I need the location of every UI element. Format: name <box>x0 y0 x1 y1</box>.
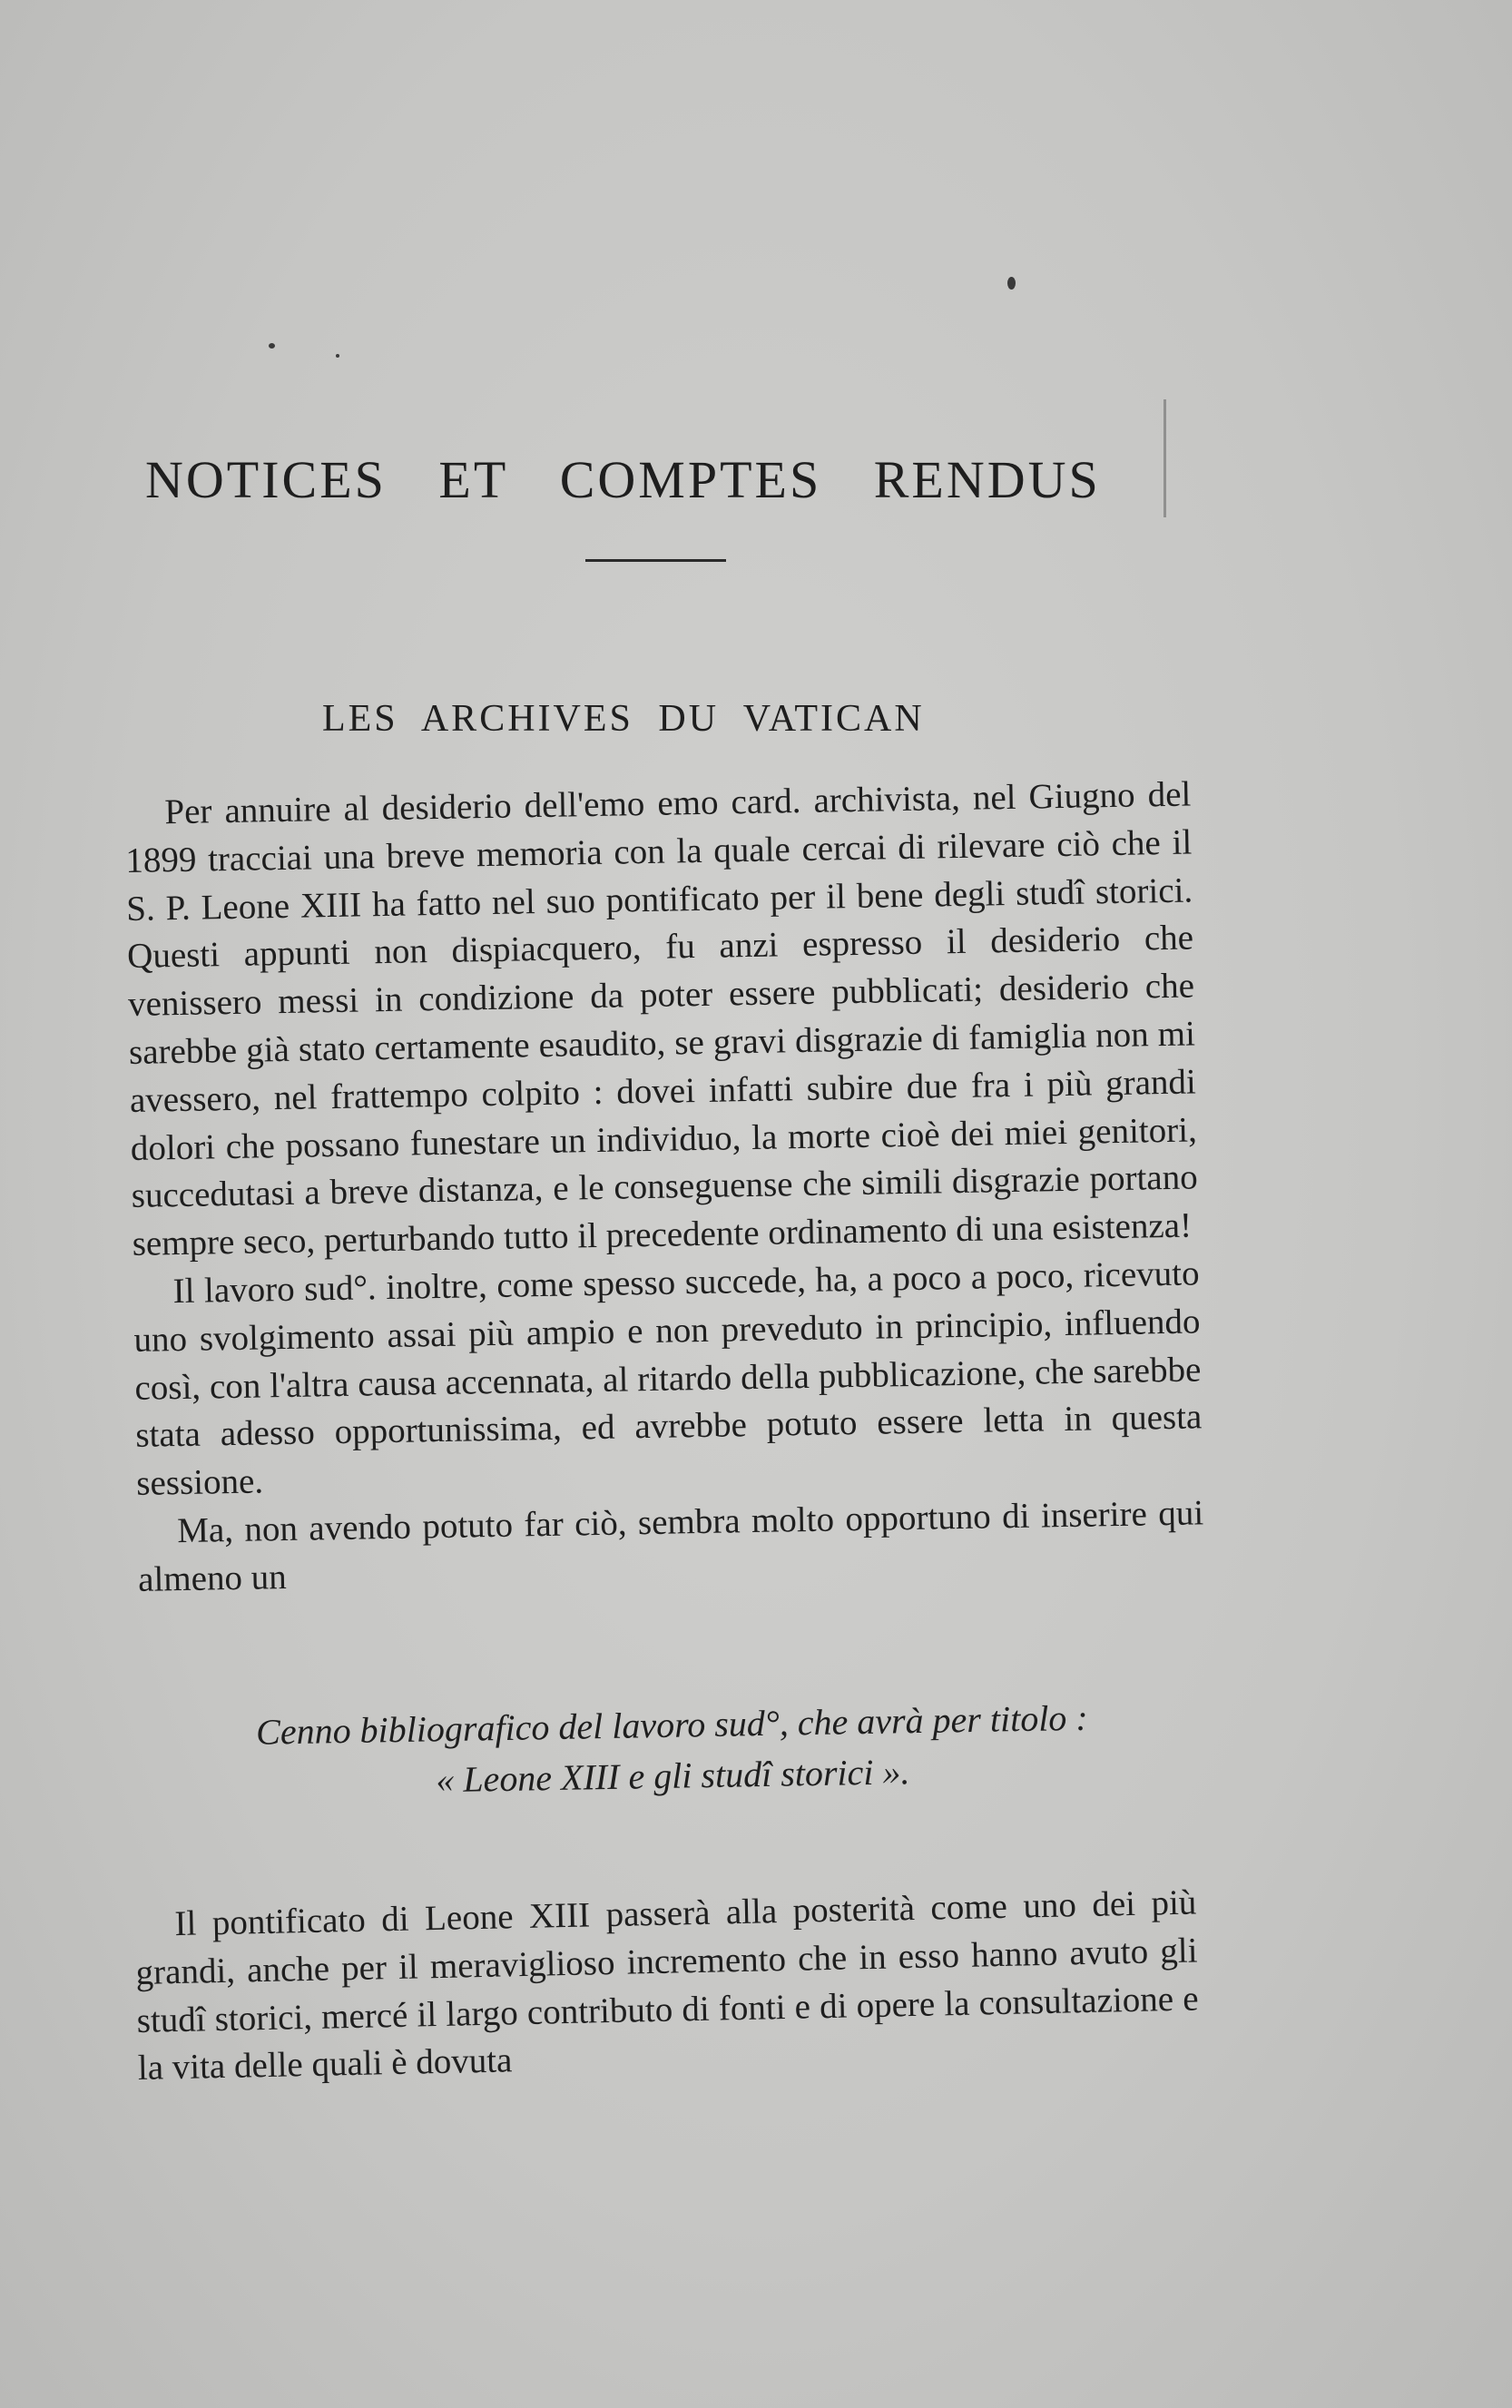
section-heading: LES ARCHIVES DU VATICAN <box>322 698 925 740</box>
bibliographic-note-line-2: « Leone XIII e gli studî storici ». <box>435 1751 910 1801</box>
ink-speck <box>336 354 339 358</box>
bibliographic-note-line-1: Cenno bibliografico del lavoro sud°, che avrà per titolo : <box>255 1696 1089 1753</box>
page-title: NOTICES ET COMPTES RENDUS <box>145 450 1101 509</box>
scan-edge-mark <box>1163 399 1166 517</box>
article-body <box>124 771 1204 1604</box>
article-body-continued <box>134 1879 1200 2093</box>
paragraph-1: Per annuire al desiderio dell'emo emo card. archivista, nel Giugno del 1899 tracciai una breve memoria con la quale cercai di rilevare ciò che il S. P. Leone XIII ha fatto nel suo pontificato per il bene degli studî storici. Questi appunti non dispiacquero, fu anzi espresso il desiderio che venissero messi in condizione da poter essere pubblicati; desiderio che sarebbe già stato certamente esaudito, se gravi disgrazie di famiglia non mi avessero, nel frattempo colpito : dovei infatti subire due fra i più grandi dolori che possano funestare un individuo, la morte cioè dei miei genitori, succedutasi a breve distanza, e le conseguense che simili disgrazie portano sempre seco, perturbando tutto il precedente ordinamento di una esistenza! <box>124 774 1199 1264</box>
bibliographic-note <box>191 1692 1154 1810</box>
ink-speck <box>1007 277 1016 290</box>
paragraph-3: Ma, non avendo potuto far ciò, sembra molto opportuno di inserire qui almeno un <box>137 1493 1204 1599</box>
ink-speck <box>269 343 275 349</box>
paragraph-4: Il pontificato di Leone XIII passerà alla posterità come uno dei più grandi, anche per il meraviglioso incremento che in esso hanno avuto gli studî storici, mercé il largo contributo di fonti e di opere la consultazione e la vita delle quali è dovuta <box>135 1882 1199 2089</box>
title-divider <box>585 559 726 562</box>
paragraph-2: Il lavoro sud°. inoltre, come spesso succede, ha, a poco a poco, ricevuto uno svolgimento assai più ampio e non preveduto in principio, influendo così, con l'altra causa accennata, al ritardo della pubblicazione, che sarebbe stata adesso opportunissima, ed avrebbe potuto essere letta in questa sessione. <box>133 1253 1203 1504</box>
